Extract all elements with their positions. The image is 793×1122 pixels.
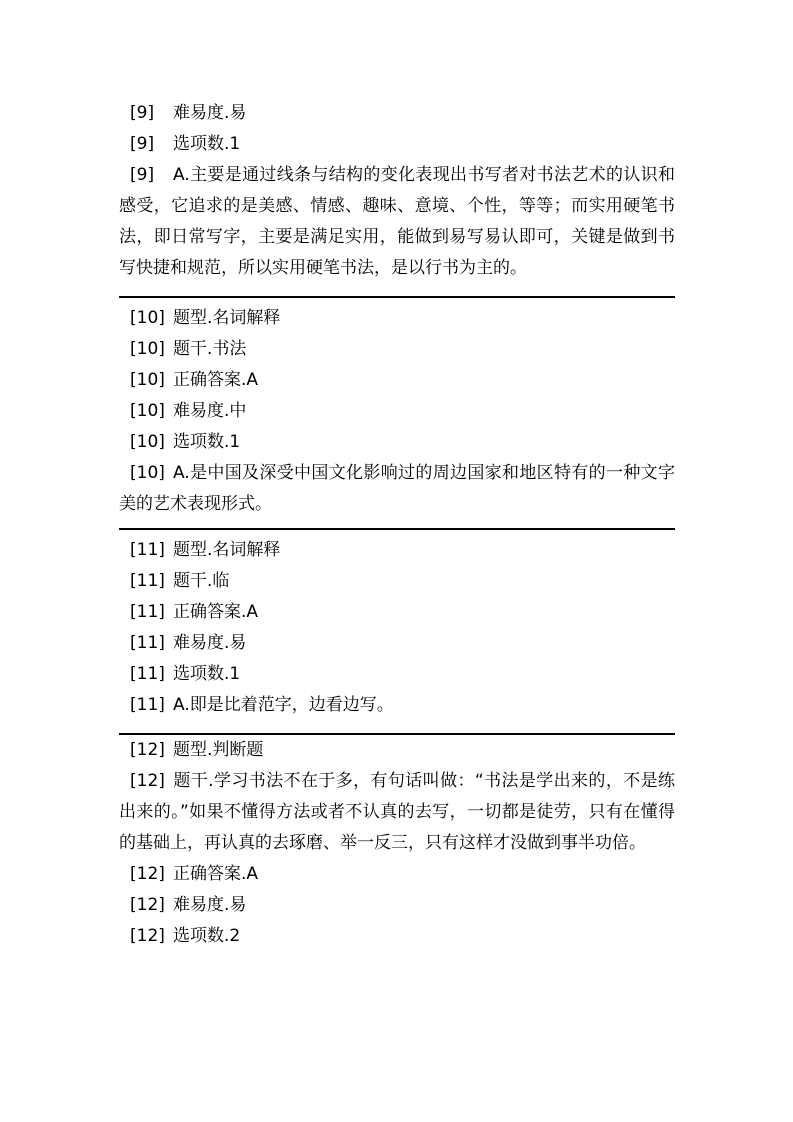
question-block-10 — [119, 303, 675, 520]
q12-difficulty: 难易度.易 — [173, 895, 247, 915]
q11-number: [11] — [130, 695, 165, 715]
q10-difficulty-line — [119, 396, 675, 427]
q9-option-a: A.主要是通过线条与结构的变化表现出书写者对书法艺术的认识和感受，它追求的是美感、情感、趣味、意境、个性，等等；而实用硬笔书法，即日常写字，主要是满足实用，能做到易写易认即可，关键是做到书写快捷和规范，所以实用硬笔书法，是以行书为主的。 — [119, 165, 675, 278]
q10-option-count-line — [119, 427, 675, 458]
q11-option-a-line — [119, 690, 675, 721]
q12-option-count-line — [119, 921, 675, 952]
q10-number: [10] — [130, 370, 165, 390]
q9-option-count-line — [119, 129, 675, 160]
q11-number: [11] — [130, 540, 165, 560]
q10-stem: 题干.书法 — [173, 339, 247, 359]
q12-option-count: 选项数.2 — [173, 926, 241, 946]
q12-stem: 题干.学习书法不在于多，有句话叫做：“书法是学出来的，不是练出来的。”如果不懂得方法或者不认真的去写，一切都是徒劳，只有在懂得的基础上，再认真的去琢磨、举一反三，只有这样才没做到事半功倍。 — [119, 771, 675, 853]
q9-number: [9] — [130, 103, 155, 123]
q11-type-line — [119, 535, 675, 566]
q11-number: [11] — [130, 664, 165, 684]
q10-option-a-line — [119, 458, 675, 520]
q10-number: [10] — [130, 463, 165, 483]
q11-difficulty-line — [119, 628, 675, 659]
q12-number: [12] — [130, 864, 165, 884]
q11-type: 题型.名词解释 — [173, 540, 281, 560]
q9-option-a-line — [119, 160, 675, 284]
q12-type-line — [119, 735, 675, 766]
q10-number: [10] — [130, 401, 165, 421]
q11-number: [11] — [130, 602, 165, 622]
q10-type: 题型.名词解释 — [173, 308, 281, 328]
q10-number: [10] — [130, 432, 165, 452]
q11-number: [11] — [130, 633, 165, 653]
q10-answer: 正确答案.A — [173, 370, 259, 390]
q10-option-count: 选项数.1 — [173, 432, 241, 452]
q10-number: [10] — [130, 339, 165, 359]
q10-difficulty: 难易度.中 — [173, 401, 247, 421]
q9-number: [9] — [130, 165, 155, 185]
q11-number: [11] — [130, 571, 165, 591]
q12-type: 题型.判断题 — [173, 740, 264, 760]
q11-stem: 题干.临 — [173, 571, 230, 591]
q9-difficulty: 难易度.易 — [173, 103, 247, 123]
document-content — [119, 98, 675, 952]
question-block-9 — [119, 98, 675, 284]
q9-number: [9] — [130, 134, 155, 154]
q12-number: [12] — [130, 771, 165, 791]
q10-option-a: A.是中国及深受中国文化影响过的周边国家和地区特有的一种文字美的艺术表现形式。 — [119, 463, 675, 514]
q12-number: [12] — [130, 895, 165, 915]
q11-answer-line — [119, 597, 675, 628]
q10-answer-line — [119, 365, 675, 396]
q12-answer-line — [119, 859, 675, 890]
q12-answer: 正确答案.A — [173, 864, 259, 884]
q11-option-count-line — [119, 659, 675, 690]
question-block-12 — [119, 735, 675, 952]
q11-difficulty: 难易度.易 — [173, 633, 247, 653]
q10-number: [10] — [130, 308, 165, 328]
q11-option-a: A.即是比着范字，边看边写。 — [173, 695, 394, 715]
q12-stem-line — [119, 766, 675, 859]
q11-answer: 正确答案.A — [173, 602, 259, 622]
q10-stem-line — [119, 334, 675, 365]
q12-number: [12] — [130, 926, 165, 946]
q11-stem-line — [119, 566, 675, 597]
question-block-11 — [119, 535, 675, 721]
q11-option-count: 选项数.1 — [173, 664, 241, 684]
q10-type-line — [119, 303, 675, 334]
q9-difficulty-line — [119, 98, 675, 129]
q9-option-count: 选项数.1 — [173, 134, 241, 154]
q12-number: [12] — [130, 740, 165, 760]
q12-difficulty-line — [119, 890, 675, 921]
